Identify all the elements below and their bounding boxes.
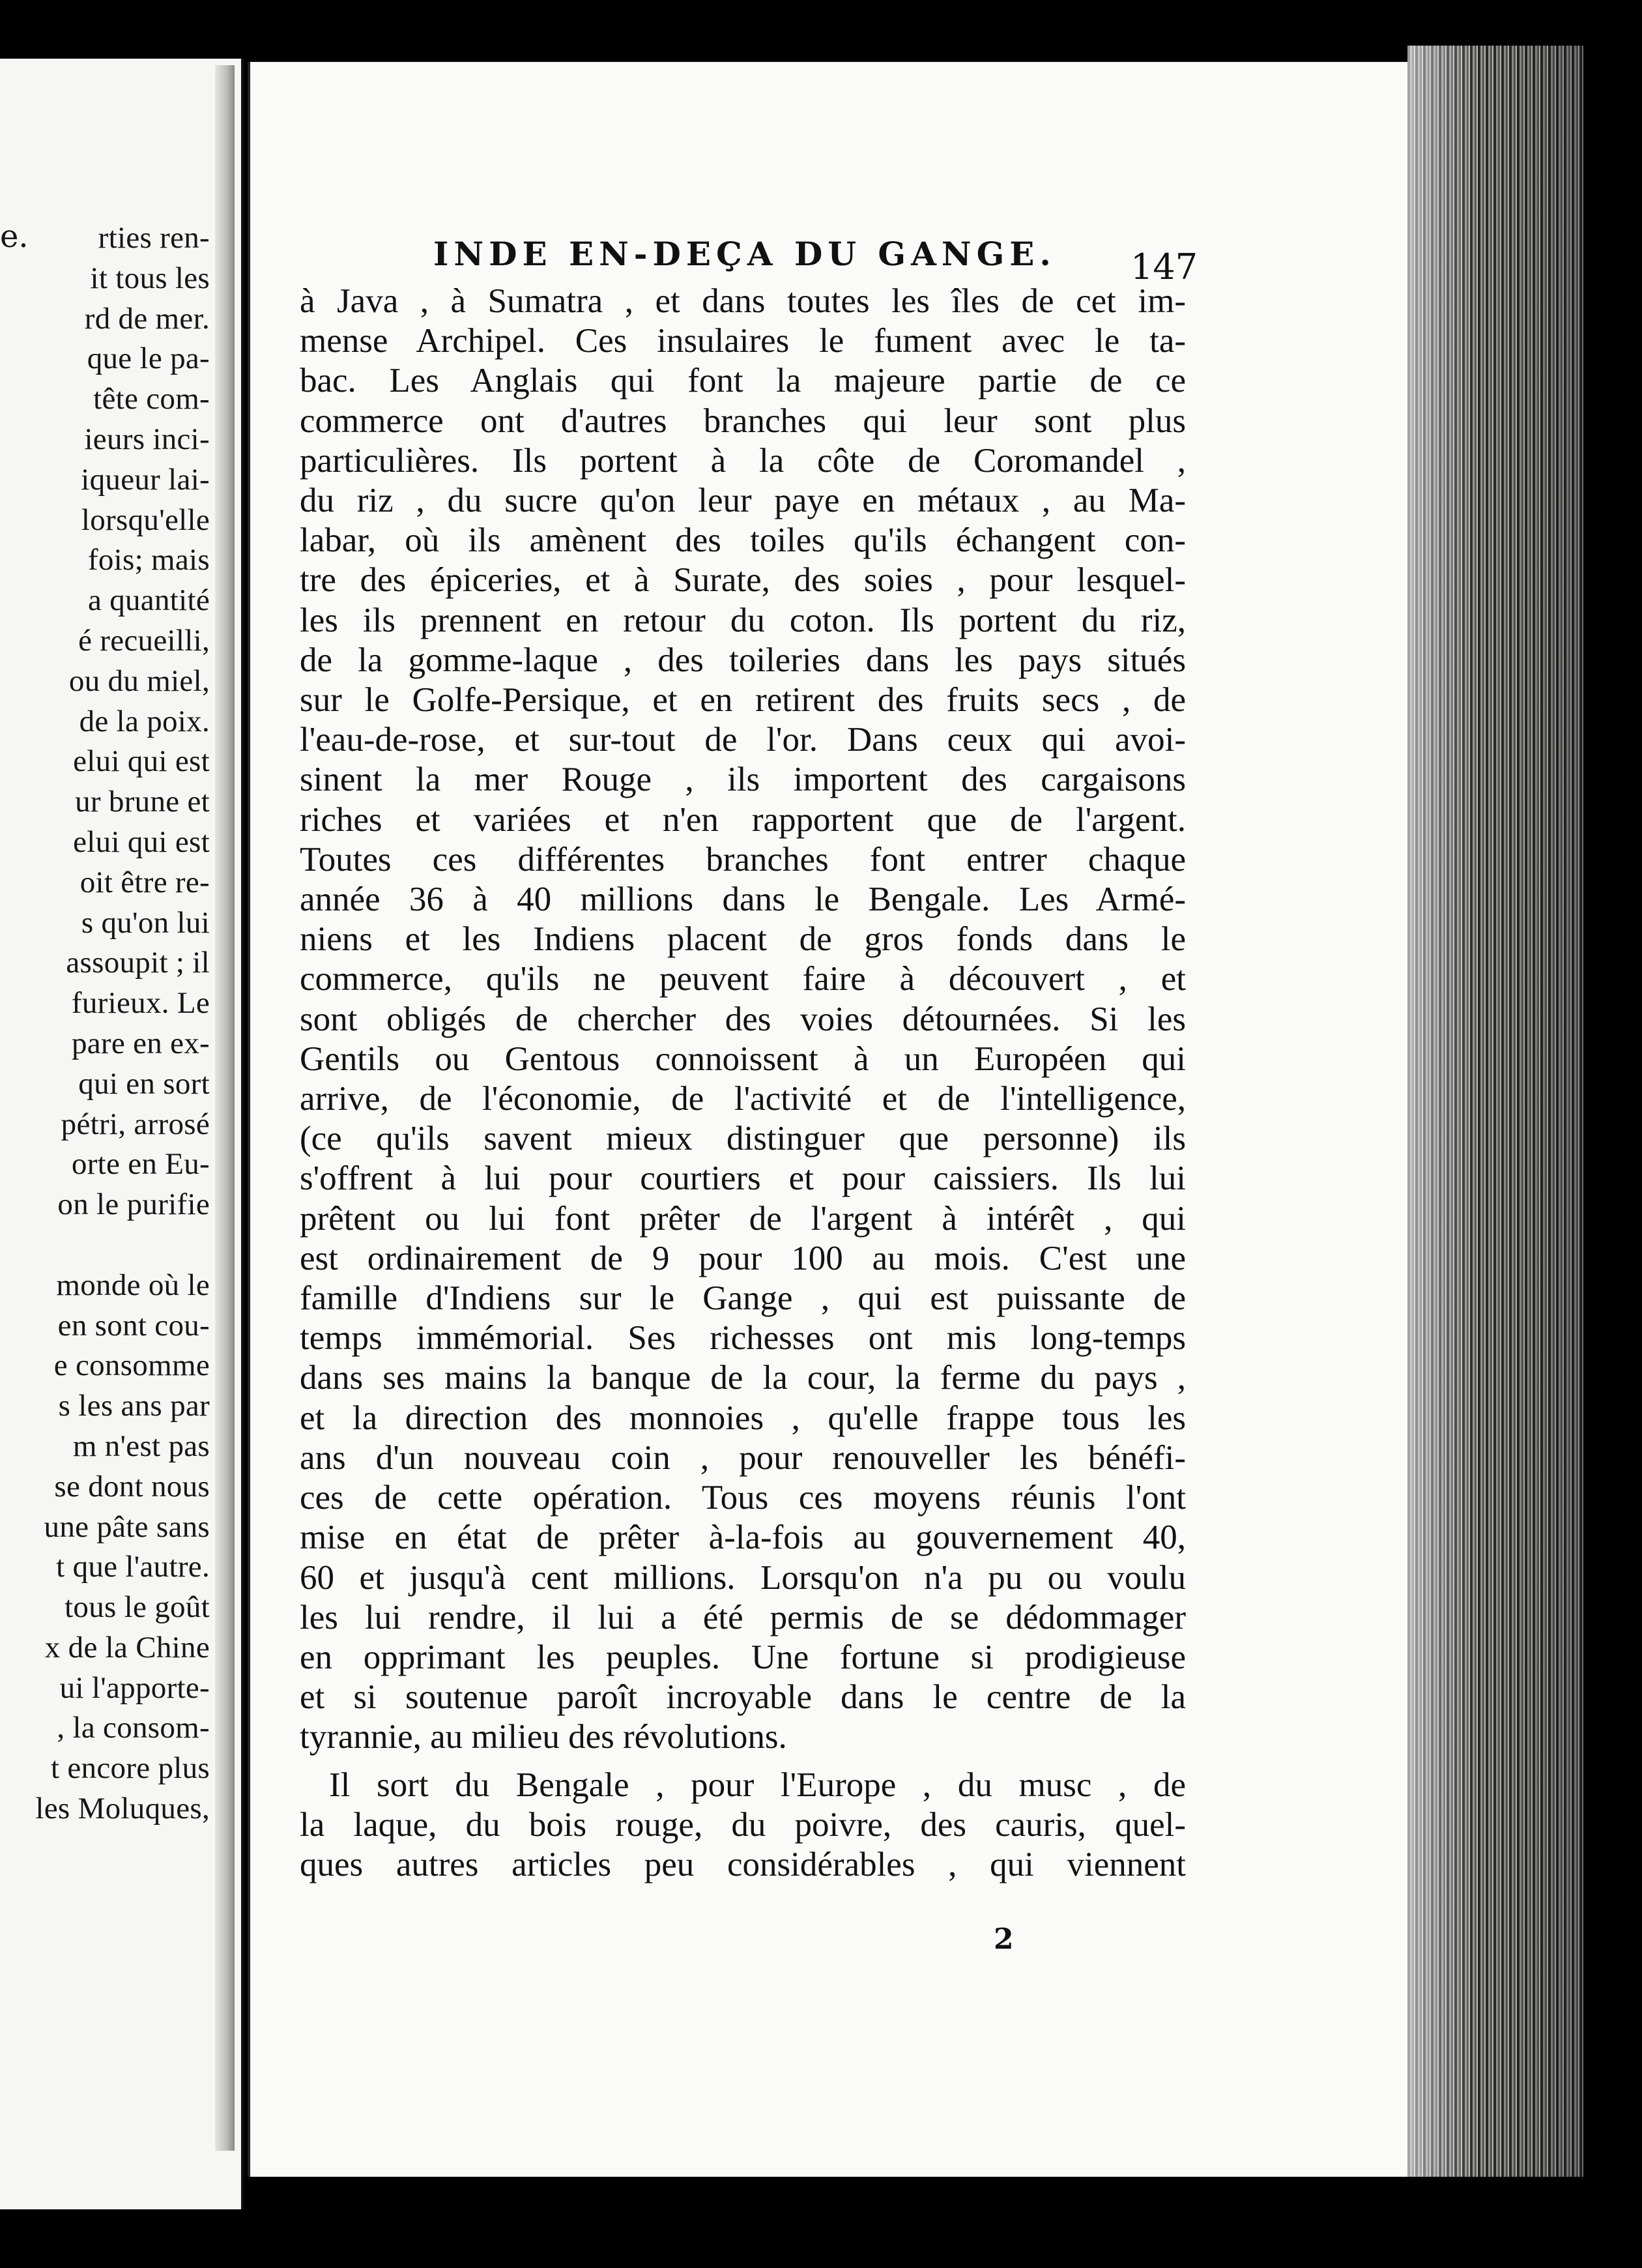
paragraph-gap bbox=[300, 1758, 1186, 1766]
left-page-line: rties ren- bbox=[98, 221, 210, 255]
text-line: année 36 à 40 millions dans le Bengale. Les Armé- bbox=[300, 880, 1186, 919]
text-line: en opprimant les peuples. Une fortune si prodigieuse bbox=[300, 1638, 1186, 1676]
left-page-line: t encore plus bbox=[50, 1751, 210, 1786]
text-line: Gentils ou Gentous connoissent à un Européen qui bbox=[300, 1040, 1186, 1078]
left-page-line: a quantité bbox=[87, 583, 210, 618]
left-page-line: m n'est pas bbox=[72, 1429, 210, 1463]
left-page-line: , la consom- bbox=[57, 1711, 210, 1745]
text-line: sur le Golfe-Persique, et en retirent des fruits secs , de bbox=[300, 681, 1186, 720]
left-page-line: furieux. Le bbox=[71, 986, 210, 1021]
left-page-line: monde où le bbox=[56, 1268, 210, 1302]
text-line: niens et les Indiens placent de gros fonds dans le bbox=[300, 920, 1186, 959]
text-line: commerce ont d'autres branches qui leur sont plus bbox=[300, 401, 1186, 440]
text-line: les lui rendre, il lui a été permis de se dédommager bbox=[300, 1598, 1186, 1636]
text-line: et si soutenue paroît incroyable dans le centre de la bbox=[300, 1678, 1186, 1717]
left-page-line: orte en Eu- bbox=[71, 1147, 210, 1182]
left-page-line: rd de mer. bbox=[84, 301, 210, 336]
left-page-line: fois; mais bbox=[87, 543, 210, 577]
text-line: sinent la mer Rouge , ils importent des cargaisons bbox=[300, 761, 1186, 799]
left-page-line bbox=[0, 1225, 215, 1266]
left-page-line: les Moluques, bbox=[35, 1792, 210, 1826]
text-line: bac. Les Anglais qui font la majeure partie de ce bbox=[300, 362, 1186, 400]
left-page-line: une pâte sans bbox=[44, 1509, 210, 1544]
left-page-line: e consomme bbox=[53, 1348, 210, 1383]
running-head: INDE EN-DEÇA DU GANGE. bbox=[433, 235, 1056, 273]
left-page-line: se dont nous bbox=[54, 1469, 210, 1504]
text-line: temps immémorial. Ses richesses ont mis long-temps bbox=[300, 1319, 1186, 1358]
left-page-line: en sont cou- bbox=[57, 1308, 210, 1343]
text-line: labar, où ils amènent des toiles qu'ils échangent con- bbox=[300, 521, 1186, 560]
text-line: riches et variées et n'en rapportent que de l'argent. bbox=[300, 800, 1186, 839]
left-page-line: x de la Chine bbox=[44, 1630, 210, 1665]
left-page-line: s les ans par bbox=[58, 1389, 210, 1423]
left-page-line: tête com- bbox=[93, 382, 210, 416]
book-page-edges-shade bbox=[1407, 46, 1583, 2177]
left-page-line: t que l'autre. bbox=[56, 1550, 210, 1584]
left-page-line: pare en ex- bbox=[71, 1026, 210, 1060]
left-page-line: it tous les bbox=[90, 261, 210, 295]
text-line: particulières. Ils portent à la côte de Coromandel , bbox=[300, 441, 1186, 480]
text-line: tre des épiceries, et à Surate, des soies , pour lesquel- bbox=[300, 561, 1186, 600]
page-number: 147 bbox=[1131, 246, 1198, 287]
text-line: de la gomme-laque , des toileries dans les pays situés bbox=[300, 641, 1186, 679]
left-page-line: que le pa- bbox=[87, 342, 210, 376]
left-page-line: elui qui est bbox=[73, 824, 210, 859]
text-line: la laque, du bois rouge, du poivre, des cauris, quel- bbox=[300, 1805, 1186, 1844]
left-page-line: s qu'on lui bbox=[81, 905, 210, 940]
body-text bbox=[300, 282, 1186, 1885]
text-line: famille d'Indiens sur le Gange , qui est puissante de bbox=[300, 1279, 1186, 1318]
text-line: ques autres articles peu considérables , qui viennent bbox=[300, 1845, 1186, 1883]
left-page-line: tous le goût bbox=[65, 1590, 210, 1625]
text-line: 60 et jusqu'à cent millions. Lorsqu'on n'a pu ou voulu bbox=[300, 1558, 1186, 1597]
text-line: ces de cette opération. Tous ces moyens réunis l'ont bbox=[300, 1479, 1186, 1517]
left-page-gutter bbox=[215, 65, 235, 2151]
text-line: s'offrent à lui pour courtiers et pour caissiers. Ils lui bbox=[300, 1159, 1186, 1198]
text-line: (ce qu'ils savent mieux distinguer que personne) ils bbox=[300, 1120, 1186, 1158]
text-line: commerce, qu'ils ne peuvent faire à découvert , et bbox=[300, 960, 1186, 998]
signature-mark: 2 bbox=[994, 1923, 1014, 1956]
left-page-line: ieurs inci- bbox=[84, 422, 210, 456]
text-line: tyrannie, au milieu des révolutions. bbox=[300, 1718, 787, 1756]
text-line: mense Archipel. Ces insulaires le fument avec le ta- bbox=[300, 322, 1186, 360]
text-line: l'eau-de-rose, et sur-tout de l'or. Dans ceux qui avoi- bbox=[300, 721, 1186, 759]
left-page-line: pétri, arrosé bbox=[61, 1107, 210, 1141]
left-page-line: oit être re- bbox=[79, 865, 210, 899]
left-page-text bbox=[0, 218, 215, 1829]
text-line: prêtent ou lui font prêter de l'argent à intérêt , qui bbox=[300, 1199, 1186, 1238]
text-line: du riz , du sucre qu'on leur paye en métaux , au Ma- bbox=[300, 482, 1186, 520]
text-line: arrive, de l'économie, de l'activité et de l'intelligence, bbox=[300, 1080, 1186, 1118]
left-page-line: iqueur lai- bbox=[81, 462, 210, 497]
text-line: dans ses mains la banque de la cour, la ferme du pays , bbox=[300, 1359, 1186, 1397]
left-page-marker: e. bbox=[0, 218, 29, 255]
left-page-line: é recueilli, bbox=[78, 623, 210, 658]
text-line: à Java , à Sumatra , et dans toutes les îles de cet im- bbox=[300, 282, 1186, 320]
text-line: les ils prennent en retour du coton. Ils portent du riz, bbox=[300, 601, 1186, 639]
left-page-line: ur brune et bbox=[75, 785, 210, 819]
left-page-line: elui qui est bbox=[73, 744, 210, 779]
left-page-line: lorsqu'elle bbox=[81, 502, 210, 537]
left-page-line: qui en sort bbox=[78, 1066, 210, 1101]
left-page-line: ou du miel, bbox=[68, 663, 210, 698]
left-page-line: de la poix. bbox=[79, 704, 210, 738]
text-line: Il sort du Bengale , pour l'Europe , du musc , de bbox=[329, 1766, 1186, 1804]
text-line: ans d'un nouveau coin , pour renouveller les bénéfi- bbox=[300, 1438, 1186, 1477]
text-line: Toutes ces différentes branches font entrer chaque bbox=[300, 840, 1186, 879]
left-page-line: assoupit ; il bbox=[66, 946, 210, 980]
text-line: mise en état de prêter à-la-fois au gouvernement 40, bbox=[300, 1519, 1186, 1557]
left-page-line: ui l'apporte- bbox=[59, 1670, 210, 1705]
left-page-line: on le purifie bbox=[57, 1187, 210, 1222]
text-line: est ordinairement de 9 pour 100 au mois. C'est une bbox=[300, 1239, 1186, 1277]
text-line: sont obligés de chercher des voies détournées. Si les bbox=[300, 1000, 1186, 1038]
text-line: et la direction des monnoies , qu'elle frappe tous les bbox=[300, 1399, 1186, 1437]
